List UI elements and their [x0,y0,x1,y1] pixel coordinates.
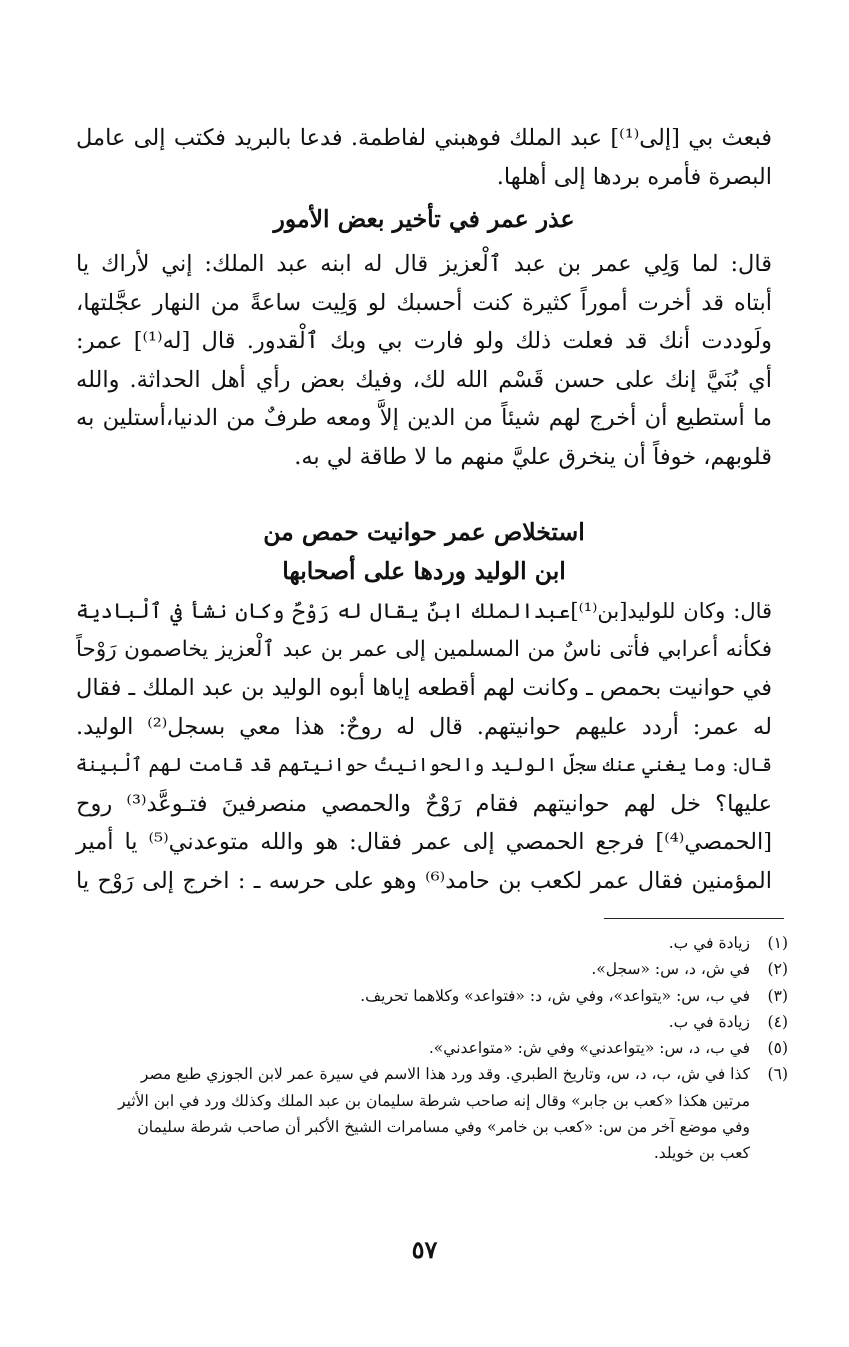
footnote-number: (٥) [767,1039,788,1058]
page-number: ٥٧ [411,1235,438,1264]
footnote-number: (٦) [767,1065,788,1084]
footnote-number: (١) [767,934,788,952]
text-line: أي بُنَيَّ إنك على حسن قَسْم الله لك، وفيك بعض رأي أهل الحداثة. والله [76,366,772,393]
footnote [76,956,788,982]
text-line: في حوانيت بحمص ـ وكانت لهم أقطعه إياها أبوه الوليد بن عبد الملك ـ فقال [76,675,772,701]
footnote-line: في ش، د، س: «سجل». [591,960,750,979]
footnote-line: في ب، د، س: «يتواعدني» وفي ش: «متواعدني». [428,1039,750,1058]
footnote-text [76,1035,750,1061]
footnote [76,930,788,956]
text-line: فبعث بي [إلى⁽¹⁾] عبد الملك فوهبني لفاطمة. فدعا بالبريد فكتب إلى عامل [76,125,772,151]
footnote [76,1061,788,1166]
text-line: ولَوددت أنك قد فعلت ذلك ولو فارت بي وبك ٱلْقدور. قال [له⁽¹⁾] عمر: [76,328,772,354]
footnote [76,983,788,1009]
intro-paragraph [76,119,772,196]
footnote-line: مرتين هكذا «كعب بن جابر» وقال إنه صاحب شرطة سليمان بن عبد الملك وكذلك ورد في ابن الأثير [118,1091,750,1110]
text-line: ما أستطيع أن أخرج لهم شيئاً من الدين إلاَّ ومعه طرفٌ من الدنيا،أستلين به [76,405,772,431]
footnote [76,1035,788,1061]
text-line: عليها؟ خل لهم حوانيتهم فقام رَوْحٌ والحمصي منصرفينَ فتـوعَّد⁽³⁾ روح [76,790,772,817]
section-heading-line-1: استخلاص عمر حوانيت حمص من [263,518,585,546]
footnote-line: زيادة في ب. [668,934,750,952]
footnote [76,1009,788,1035]
text-line: المؤمنين فقال عمر لكعب بن حامد⁽⁶⁾ وهو على حرسه ـ : اخرج إلى رَوْح يا [76,867,773,894]
footnote-line: كعب بن خويلد. [653,1144,750,1163]
footnote-text [76,983,750,1009]
text-line: له عمر: أردد عليهم حوانيتهم. قال له روحٌ: هذا معي بسجل⁽²⁾ الوليد. [76,713,772,740]
text-line: البصرة فأمره بردها إلى أهلها. [496,163,772,190]
text-line: قال: وكان للوليد[بن⁽¹⁾]عبدالملك ابنٌ يقال له رَوْحٌ وكان نشأ في ٱلْبادية [76,599,773,623]
footnote-number: (٣) [767,986,788,1005]
footnote-line: كذا في ش، ب، د، س، وتاريخ الطبري. وقد ورد هذا الاسم في سيرة عمر لابن الجوزي طبع مصر [140,1065,750,1084]
footnote-number: (٢) [767,960,788,979]
footnote-line: زيادة في ب. [668,1012,750,1031]
section2-paragraph [76,592,772,900]
text-line: فكأنه أعرابي فأتى ناسٌ من المسلمين إلى عمر بن عبد ٱلْعزيز يخاصمون رَوْحاً [76,636,772,662]
footnote-number: (٤) [767,1012,788,1031]
text-line: [الحمصي⁽⁴⁾] فرجع الحمصي إلى عمر فقال: هو والله متوعدني⁽⁵⁾ يا أمير [76,829,772,855]
section1-paragraph [76,245,772,476]
text-line: قال: لما وَلِي عمر بن عبد ٱلْعزيز قال له ابنه عبد الملك: إني لأراك يا [76,251,772,277]
footnotes-list [76,930,788,1167]
footnote-text [76,956,750,982]
footnote-text [76,1009,750,1035]
footnote-line: وفي موضع آخر من س: «كعب بن خامر» وفي مسامرات الشيخ الأكبر أن صاحب شرطة سليمان [137,1118,750,1137]
text-line: قلوبهم، خوفاً أن ينخرق عليَّ منهم ما لا طاقة لي به. [294,443,772,470]
text-line: قال: وما يغني عنك سجلّ الوليد والحوانيتُ حوانيتهم قد قامت لهم ٱلْبينة [75,754,772,776]
text-line: أبتاه قد أخرت أموراً كثيرة كنت أحسبك لو وَلِيت ساعةً من النهار عجَّلتها، [76,289,772,316]
footnote-text [76,930,750,956]
footnote-text [76,1061,750,1166]
footnote-line: في ب، س: «يتواعد»، وفي ش، د: «فتواعد» وكلاهما تحريف. [360,986,750,1005]
footnote-divider [604,918,784,919]
section-heading: عذر عمر في تأخير بعض الأمور [273,205,575,233]
section-heading-line-2: ابن الوليد وردها على أصحابها [282,557,566,585]
